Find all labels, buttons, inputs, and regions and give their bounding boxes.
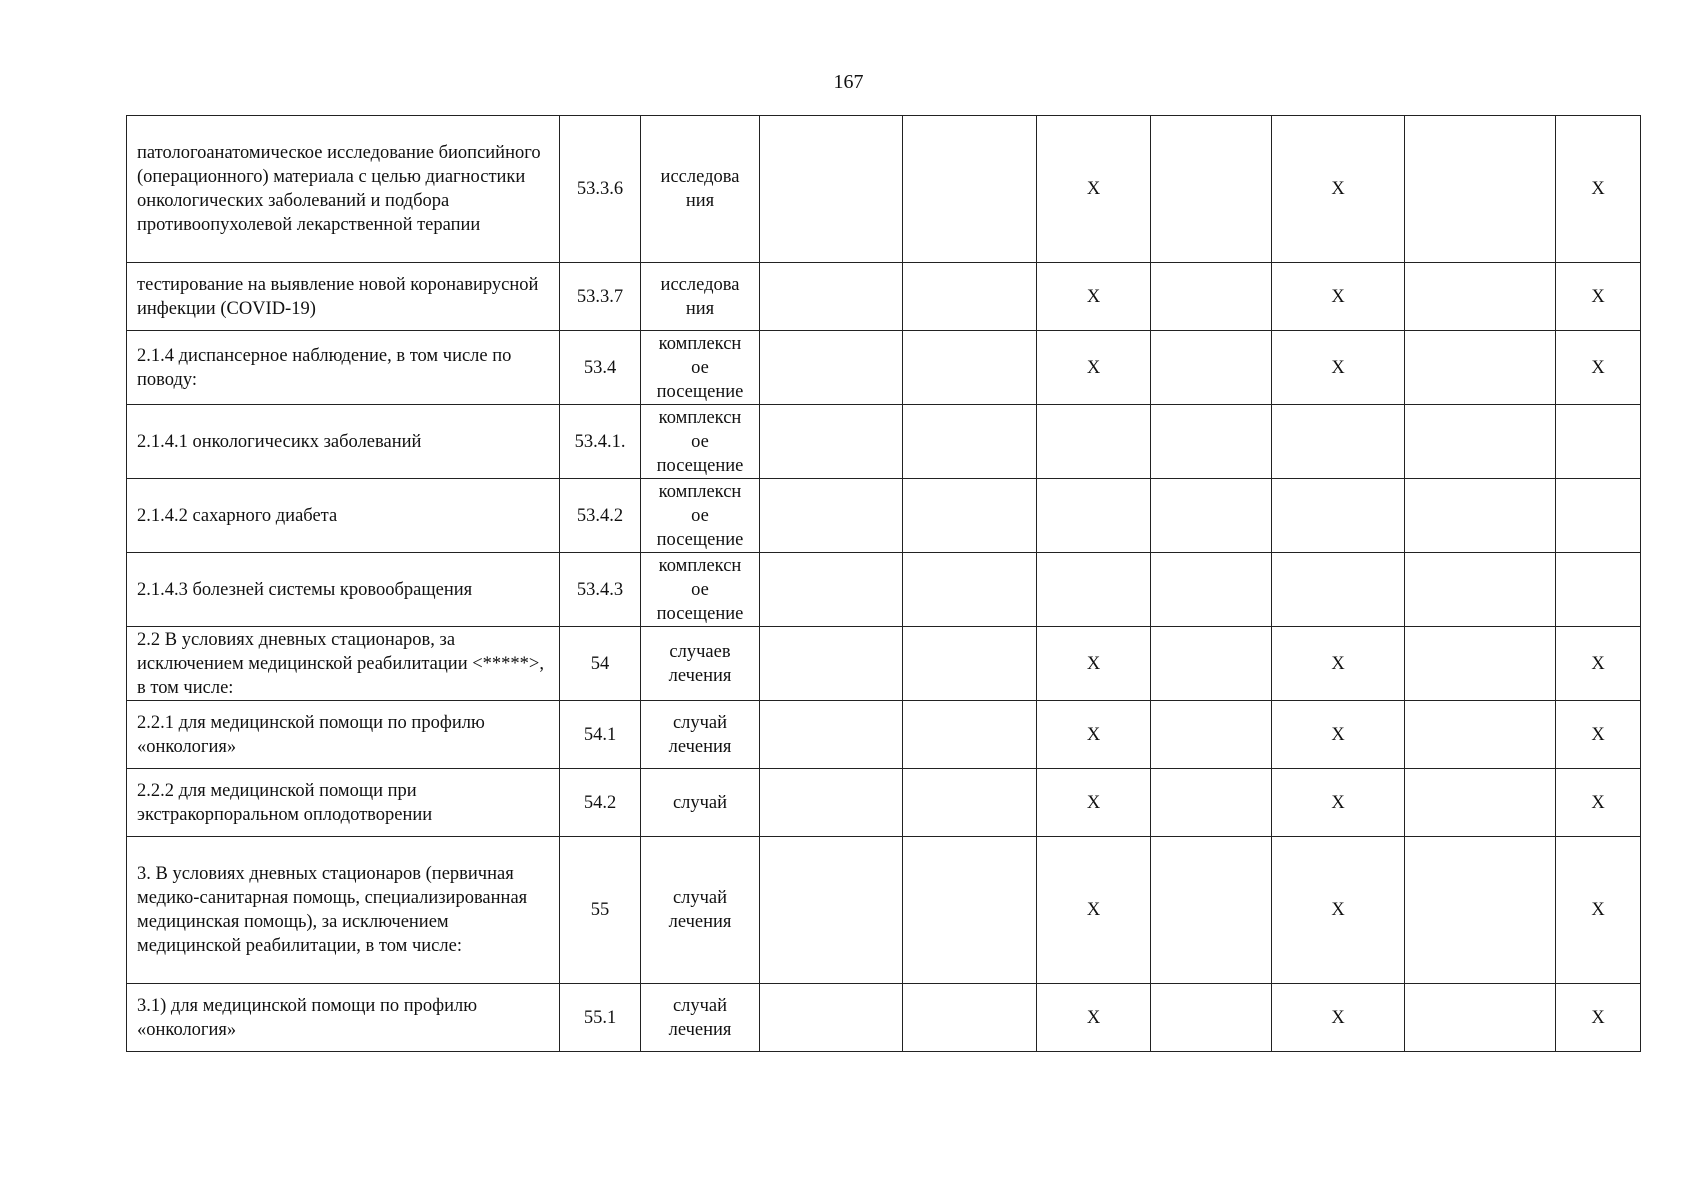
table-row <box>127 116 1641 263</box>
row-code-cell: 54.1 <box>560 701 641 769</box>
row-unit-cell: случай лечения <box>641 837 760 984</box>
row-code-cell: 53.4.3 <box>560 553 641 627</box>
value-cell-col-8: X <box>1272 837 1405 984</box>
value-cell-col-10 <box>1556 553 1641 627</box>
row-code-cell: 55 <box>560 837 641 984</box>
value-cell-col-7 <box>1151 837 1272 984</box>
value-cell-col-5 <box>903 627 1037 701</box>
value-cell-col-4 <box>760 331 903 405</box>
row-name-cell: 2.2.2 для медицинской помощи при экстракорпоральном оплодотворении <box>127 769 560 837</box>
value-cell-col-4 <box>760 116 903 263</box>
value-cell-col-4 <box>760 479 903 553</box>
row-unit-cell: комплексн ое посещение <box>641 479 760 553</box>
value-cell-col-8 <box>1272 405 1405 479</box>
value-cell-col-6 <box>1037 479 1151 553</box>
row-name-cell: 2.1.4.1 онкологичесикх заболеваний <box>127 405 560 479</box>
value-cell-col-5 <box>903 553 1037 627</box>
table-row <box>127 331 1641 405</box>
data-table <box>126 115 1641 1052</box>
value-cell-col-5 <box>903 984 1037 1052</box>
row-name-cell: 2.1.4 диспансерное наблюдение, в том числе по поводу: <box>127 331 560 405</box>
table-row <box>127 984 1641 1052</box>
value-cell-col-7 <box>1151 116 1272 263</box>
value-cell-col-7 <box>1151 331 1272 405</box>
table-row <box>127 263 1641 331</box>
table-row <box>127 837 1641 984</box>
value-cell-col-9 <box>1405 984 1556 1052</box>
value-cell-col-8: X <box>1272 984 1405 1052</box>
value-cell-col-9 <box>1405 701 1556 769</box>
value-cell-col-8: X <box>1272 627 1405 701</box>
value-cell-col-4 <box>760 627 903 701</box>
row-code-cell: 54.2 <box>560 769 641 837</box>
value-cell-col-7 <box>1151 405 1272 479</box>
row-name-cell: тестирование на выявление новой коронавирусной инфекции (COVID-19) <box>127 263 560 331</box>
row-unit-cell: комплексн ое посещение <box>641 331 760 405</box>
row-code-cell: 53.3.7 <box>560 263 641 331</box>
value-cell-col-8: X <box>1272 263 1405 331</box>
value-cell-col-9 <box>1405 627 1556 701</box>
table-row <box>127 405 1641 479</box>
row-name-cell: 2.1.4.2 сахарного диабета <box>127 479 560 553</box>
value-cell-col-4 <box>760 984 903 1052</box>
value-cell-col-10: X <box>1556 837 1641 984</box>
value-cell-col-6: X <box>1037 331 1151 405</box>
row-code-cell: 53.3.6 <box>560 116 641 263</box>
value-cell-col-6 <box>1037 405 1151 479</box>
value-cell-col-10: X <box>1556 263 1641 331</box>
table-body <box>127 116 1641 1052</box>
value-cell-col-9 <box>1405 479 1556 553</box>
value-cell-col-9 <box>1405 553 1556 627</box>
row-name-cell: патологоанатомическое исследование биопсийного (операционного) материала с целью диагностики онкологических заболеваний и подбора противоопухолевой лекарственной терапии <box>127 116 560 263</box>
table-row <box>127 701 1641 769</box>
row-unit-cell: комплексн ое посещение <box>641 553 760 627</box>
value-cell-col-6: X <box>1037 116 1151 263</box>
value-cell-col-5 <box>903 405 1037 479</box>
value-cell-col-9 <box>1405 405 1556 479</box>
value-cell-col-10: X <box>1556 701 1641 769</box>
value-cell-col-5 <box>903 701 1037 769</box>
value-cell-col-4 <box>760 701 903 769</box>
value-cell-col-9 <box>1405 769 1556 837</box>
row-code-cell: 53.4 <box>560 331 641 405</box>
row-code-cell: 53.4.1. <box>560 405 641 479</box>
row-unit-cell: комплексн ое посещение <box>641 405 760 479</box>
value-cell-col-10 <box>1556 405 1641 479</box>
value-cell-col-7 <box>1151 984 1272 1052</box>
table-row <box>127 627 1641 701</box>
value-cell-col-6: X <box>1037 769 1151 837</box>
value-cell-col-9 <box>1405 837 1556 984</box>
value-cell-col-4 <box>760 553 903 627</box>
value-cell-col-6: X <box>1037 701 1151 769</box>
row-unit-cell: исследова ния <box>641 263 760 331</box>
value-cell-col-4 <box>760 837 903 984</box>
row-unit-cell: случай лечения <box>641 701 760 769</box>
value-cell-col-4 <box>760 263 903 331</box>
value-cell-col-6: X <box>1037 627 1151 701</box>
page-number: 167 <box>833 71 864 93</box>
value-cell-col-8: X <box>1272 116 1405 263</box>
table-row <box>127 553 1641 627</box>
row-unit-cell: случай лечения <box>641 984 760 1052</box>
value-cell-col-10: X <box>1556 984 1641 1052</box>
value-cell-col-10: X <box>1556 627 1641 701</box>
value-cell-col-8: X <box>1272 769 1405 837</box>
value-cell-col-4 <box>760 769 903 837</box>
value-cell-col-6 <box>1037 553 1151 627</box>
value-cell-col-5 <box>903 331 1037 405</box>
value-cell-col-7 <box>1151 263 1272 331</box>
table-row <box>127 479 1641 553</box>
value-cell-col-8 <box>1272 553 1405 627</box>
row-code-cell: 53.4.2 <box>560 479 641 553</box>
value-cell-col-8: X <box>1272 701 1405 769</box>
value-cell-col-6: X <box>1037 984 1151 1052</box>
row-name-cell: 2.1.4.3 болезней системы кровообращения <box>127 553 560 627</box>
value-cell-col-5 <box>903 116 1037 263</box>
value-cell-col-7 <box>1151 769 1272 837</box>
table-row <box>127 769 1641 837</box>
value-cell-col-5 <box>903 769 1037 837</box>
value-cell-col-9 <box>1405 116 1556 263</box>
row-name-cell: 3. В условиях дневных стационаров (первичная медико-санитарная помощь, специализированная медицинская помощь), за исключением медицинской реабилитации, в том числе: <box>127 837 560 984</box>
row-code-cell: 54 <box>560 627 641 701</box>
value-cell-col-9 <box>1405 263 1556 331</box>
value-cell-col-5 <box>903 263 1037 331</box>
row-unit-cell: случай <box>641 769 760 837</box>
value-cell-col-7 <box>1151 479 1272 553</box>
row-name-cell: 2.2.1 для медицинской помощи по профилю «онкология» <box>127 701 560 769</box>
value-cell-col-7 <box>1151 553 1272 627</box>
row-name-cell: 3.1) для медицинской помощи по профилю «онкология» <box>127 984 560 1052</box>
value-cell-col-5 <box>903 837 1037 984</box>
row-unit-cell: случаев лечения <box>641 627 760 701</box>
value-cell-col-10: X <box>1556 116 1641 263</box>
value-cell-col-9 <box>1405 331 1556 405</box>
value-cell-col-10: X <box>1556 769 1641 837</box>
value-cell-col-6: X <box>1037 837 1151 984</box>
row-name-cell: 2.2 В условиях дневных стационаров, за исключением медицинской реабилитации <*****>, в том числе: <box>127 627 560 701</box>
value-cell-col-8 <box>1272 479 1405 553</box>
value-cell-col-8: X <box>1272 331 1405 405</box>
value-cell-col-5 <box>903 479 1037 553</box>
row-code-cell: 55.1 <box>560 984 641 1052</box>
value-cell-col-10 <box>1556 479 1641 553</box>
value-cell-col-7 <box>1151 701 1272 769</box>
value-cell-col-4 <box>760 405 903 479</box>
value-cell-col-10: X <box>1556 331 1641 405</box>
value-cell-col-7 <box>1151 627 1272 701</box>
row-unit-cell: исследова ния <box>641 116 760 263</box>
value-cell-col-6: X <box>1037 263 1151 331</box>
